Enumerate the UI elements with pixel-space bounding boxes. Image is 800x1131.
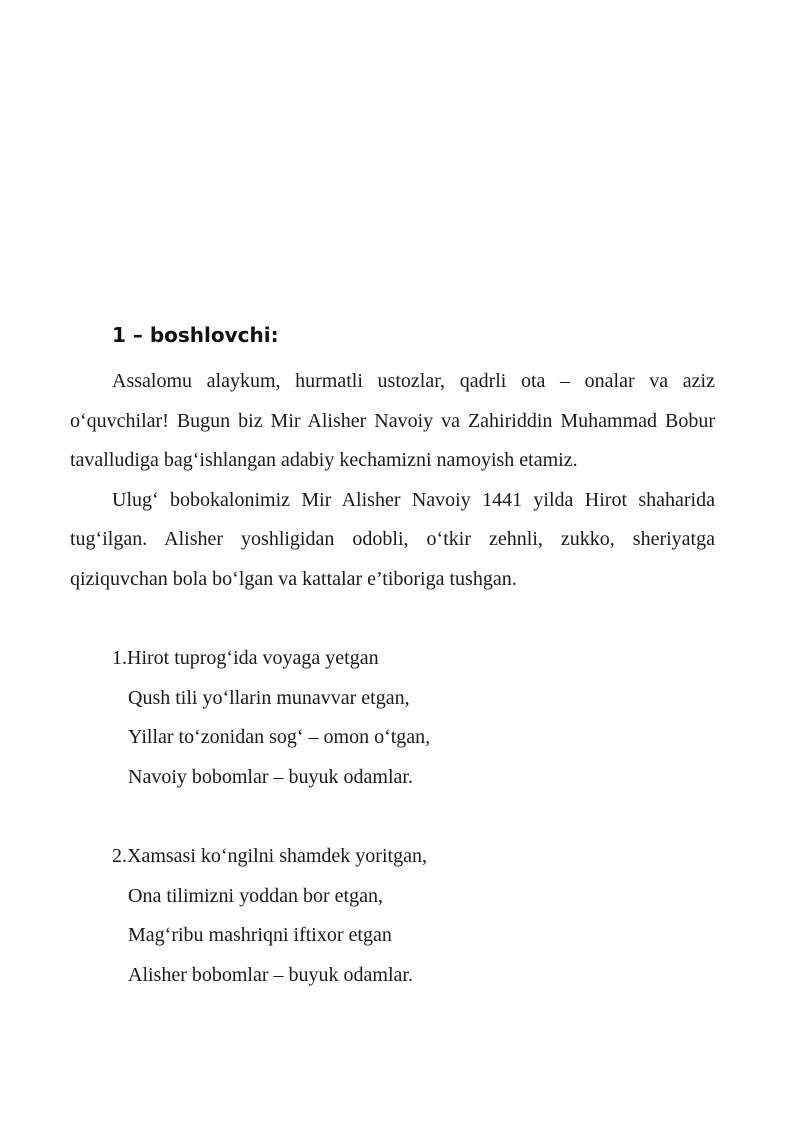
verse-line: Mag‘ribu mashriqni iftixor etgan [128,924,392,946]
verse-line: Yillar to‘zonidan sog‘ – omon o‘tgan, [128,726,431,748]
verse-line: 2.Xamsasi ko‘ngilni shamdek yoritgan, [112,845,427,867]
verse-line: Alisher bobomlar – buyuk odamlar. [128,963,413,986]
verse-stanza-2 [70,837,715,995]
paragraph-greeting: Assalomu alaykum, hurmatli ustozlar, qadrli ota – onalar va aziz o‘quvchilar! Bugun biz Mir Alisher Navoiy va Zahiriddin Muhammad Bobur tavalludiga bag‘ishlangan adabiy kechamizni namoyish etamiz. [70,370,715,471]
verse-stanza-1 [70,639,715,797]
speaker-heading: 1 – boshlovchi: [112,323,279,347]
verse-line: 1.Hirot tuprog‘ida voyaga yetgan [112,647,379,669]
verse-line: Ona tilimizni yoddan bor etgan, [128,884,383,907]
verse-line: Navoiy bobomlar – buyuk odamlar. [128,765,413,788]
document-page [70,322,715,995]
paragraph-biography: Ulug‘ bobokalonimiz Mir Alisher Navoiy 1441 yilda Hirot shaharida tug‘ilgan. Alisher yoshligidan odobli, o‘tkir zehnli, zukko, sheriyatga qiziquvchan bola bo‘lgan va kattalar e’tiboriga tushgan. [70,488,715,590]
verse-line: Qush tili yo‘llarin munavvar etgan, [128,686,410,709]
